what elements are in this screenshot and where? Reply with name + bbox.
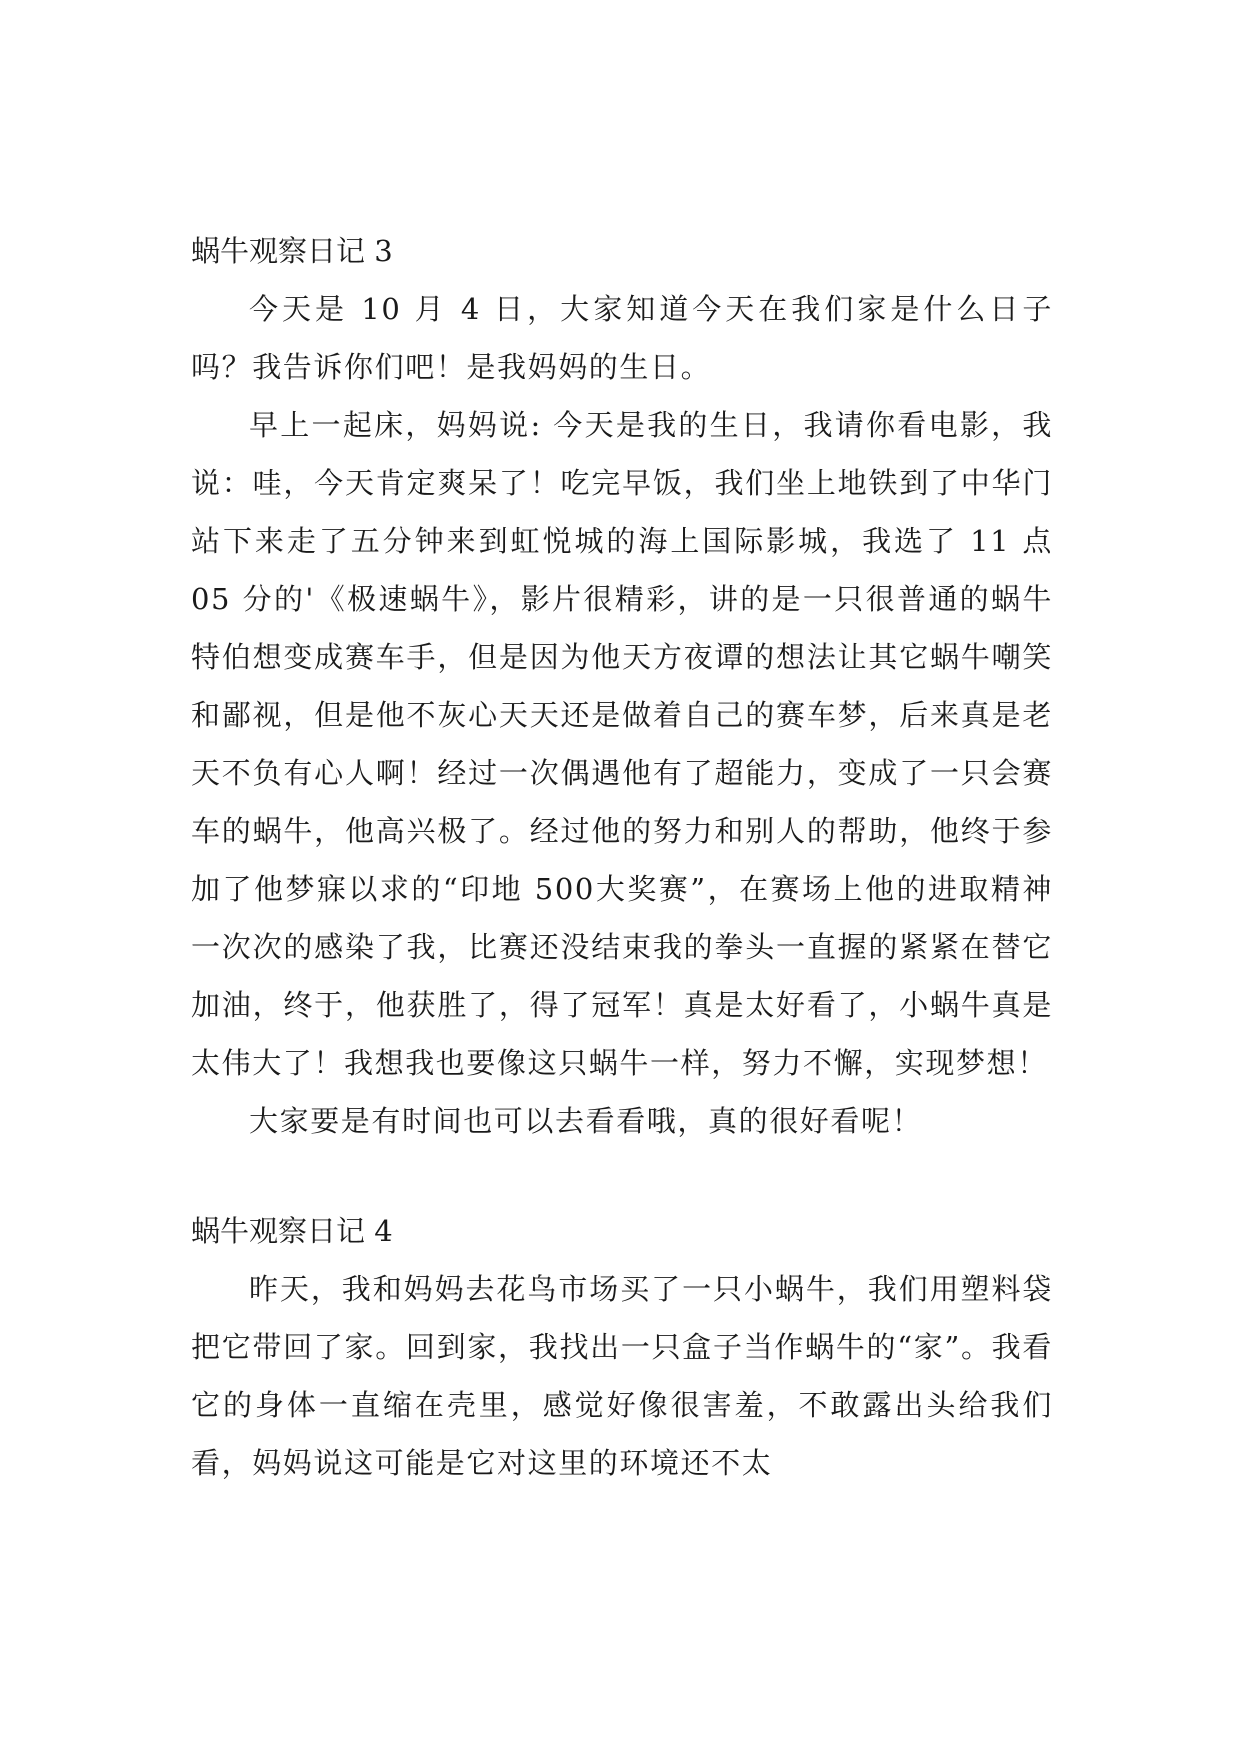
section-spacer	[191, 1150, 1053, 1202]
document-page	[191, 222, 1053, 1492]
paragraph: 早上一起床，妈妈说: 今天是我的生日，我请你看电影，我说：哇，今天肯定爽呆了！吃完早饭，我们坐上地铁到了中华门站下来走了五分钟来到虹悦城的海上国际影城，我选了 11 点 05 分的'《极速蜗牛》，影片很精彩，讲的是一只很普通的蜗牛特伯想变成赛车手，但是因为他天方夜谭的想法让其它蜗牛嘲笑和鄙视，但是他不灰心天天还是做着自己的赛车梦，后来真是老天不负有心人啊！经过一次偶遇他有了超能力，变成了一只会赛车的蜗牛，他高兴极了。经过他的努力和别人的帮助，他终于参加了他梦寐以求的“印地 500大奖赛”，在赛场上他的进取精神一次次的感染了我，比赛还没结束我的拳头一直握的紧紧在替它加油，终于，他获胜了，得了冠军！真是太好看了，小蜗牛真是太伟大了！我想我也要像这只蜗牛一样，努力不懈，实现梦想！	[191, 408, 1053, 1080]
paragraph: 昨天，我和妈妈去花鸟市场买了一只小蜗牛，我们用塑料袋把它带回了家。回到家，我找出一只盒子当作蜗牛的“家”。我看它的身体一直缩在壳里，感觉好像很害羞，不敢露出头给我们看，妈妈说这可能是它对这里的环境还不太	[191, 1272, 1053, 1480]
section-title-diary-4: 蜗牛观察日记 4	[191, 1214, 393, 1248]
paragraph: 今天是 10 月 4 日，大家知道今天在我们家是什么日子吗？我告诉你们吧！是我妈妈的生日。	[191, 292, 1053, 384]
paragraph: 大家要是有时间也可以去看看哦，真的很好看呢！	[249, 1104, 923, 1138]
section-title-diary-3: 蜗牛观察日记 3	[191, 234, 393, 268]
